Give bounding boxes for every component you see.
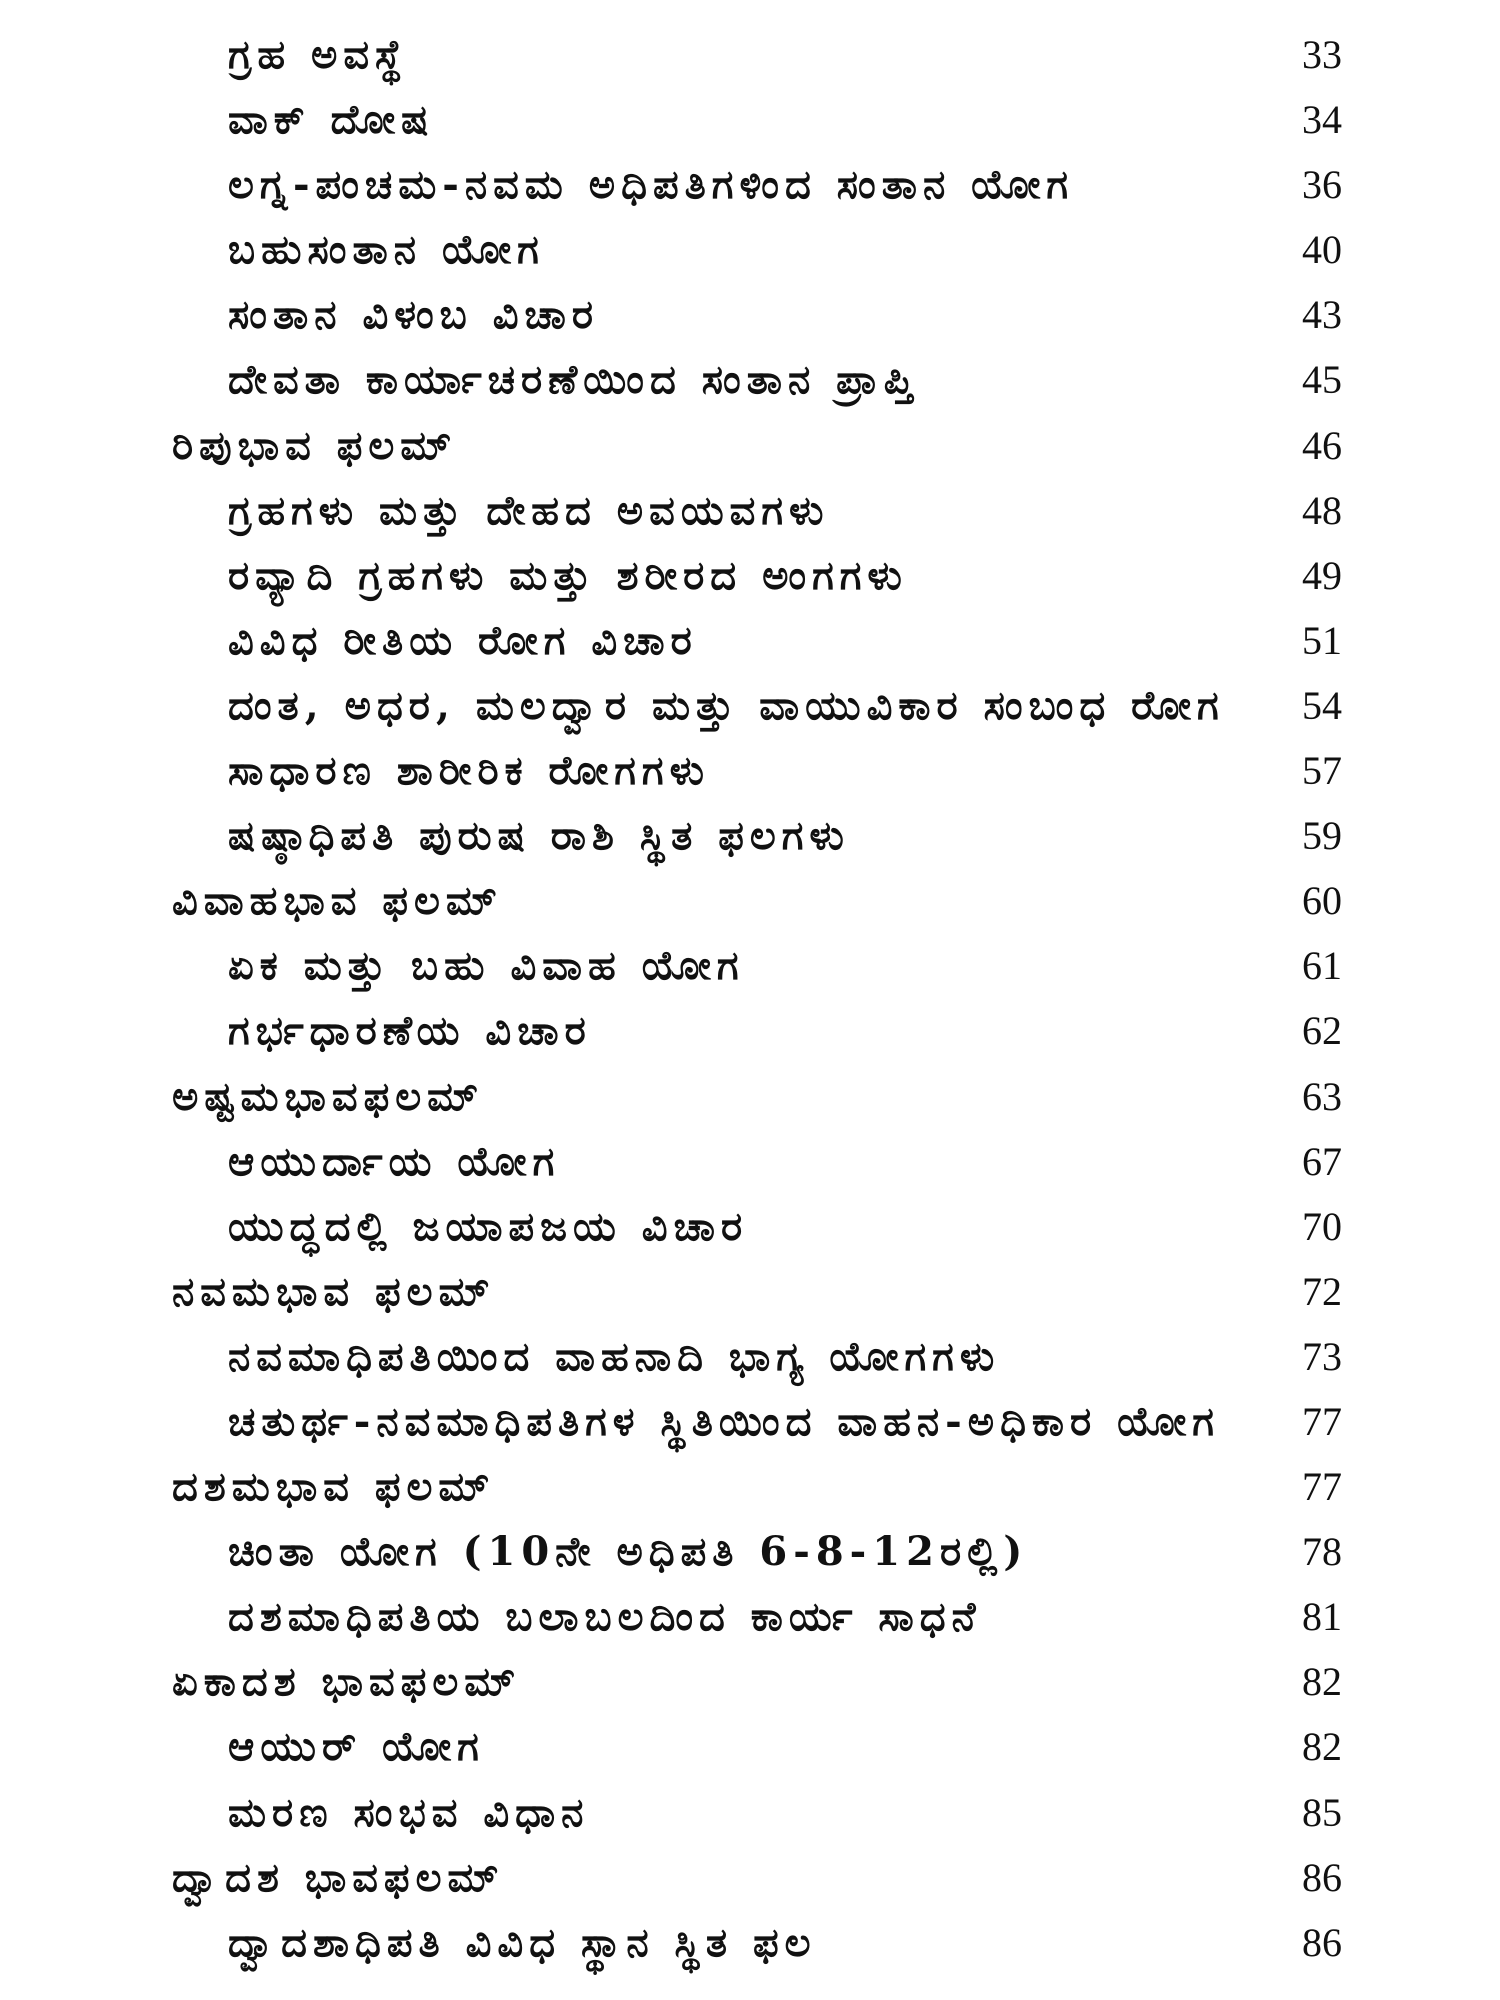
toc-entry-title: ಮರಣ ಸಂಭವ ವಿಧಾನ (228, 1788, 590, 1836)
toc-entry-title: ಗರ್ಭಧಾರಣೆಯ ವಿಚಾರ (228, 1007, 592, 1055)
toc-entry-page: 73 (1302, 1333, 1342, 1379)
toc-entry-page: 33 (1302, 32, 1342, 77)
toc-section-heading (172, 868, 1342, 933)
toc-entry (172, 998, 1342, 1063)
toc-entry-page: 59 (1302, 813, 1342, 859)
toc-entry (172, 803, 1342, 868)
toc-entry (172, 1389, 1342, 1454)
toc-entry-title: ದೇವತಾ ಕಾರ್ಯಾಚರಣೆಯಿಂದ ಸಂತಾನ ಪ್ರಾಪ್ತಿ (228, 356, 919, 404)
toc-entry-title: ವಾಕ್ ದೋಷ (228, 96, 435, 144)
toc-entry (172, 1584, 1342, 1649)
toc-entry-page: 45 (1302, 357, 1342, 403)
toc-entry (172, 1519, 1342, 1584)
toc-entry (172, 933, 1342, 998)
toc-section-heading (172, 1259, 1342, 1324)
toc-section-heading (172, 1454, 1342, 1519)
toc-entry-title: ಚತುರ್ಥ-ನವಮಾಧಿಪತಿಗಳ ಸ್ಥಿತಿಯಿಂದ ವಾಹನ-ಅಧಿಕಾರ ಯೋಗ (228, 1397, 1220, 1445)
toc-entry-title: ಷಷ್ಠಾಧಿಪತಿ ಪುರುಷ ರಾಶಿ ಸ್ಥಿತ ಫಲಗಳು (228, 812, 850, 860)
toc-entry (172, 1324, 1342, 1389)
toc-entry-page: 51 (1302, 617, 1342, 663)
toc-entry-title: ಯುದ್ಧದಲ್ಲಿ ಜಯಾಪಜಯ ವಿಚಾರ (228, 1202, 749, 1250)
toc-section-page: 63 (1302, 1073, 1342, 1119)
toc-entry-page: 48 (1302, 487, 1342, 533)
toc-entry (172, 282, 1342, 347)
toc-entry-page: 70 (1302, 1203, 1342, 1249)
toc-entry (172, 152, 1342, 217)
toc-section-heading (172, 1649, 1342, 1714)
toc-entry-page: 43 (1302, 292, 1342, 338)
toc-entry (172, 347, 1342, 412)
toc-entry-page: 62 (1302, 1008, 1342, 1054)
toc-section-heading (172, 413, 1342, 478)
toc-entry-title: ಚಿಂತಾ ಯೋಗ (10ನೇ ಅಧಿಪತಿ 6-8-12ರಲ್ಲಿ) (228, 1528, 1029, 1576)
toc-section-heading (172, 1845, 1342, 1910)
toc-entry (172, 673, 1342, 738)
toc-entry-page: 34 (1302, 97, 1342, 143)
toc-entry-page: 49 (1302, 552, 1342, 598)
toc-section-title: ದ್ವಾದಶ ಭಾವಫಲಮ್ (172, 1853, 505, 1901)
toc-entry-title: ಗ್ರಹ ಅವಸ್ಥೆ (228, 31, 408, 78)
toc-entry-page: 86 (1302, 1919, 1342, 1965)
toc-entry-page: 54 (1302, 682, 1342, 728)
toc-section-title: ವಿವಾಹಭಾವ ಫಲಮ್ (172, 877, 503, 925)
toc-entry-page: 57 (1302, 748, 1342, 794)
toc-entry-page: 36 (1302, 162, 1342, 208)
toc-entry-page: 77 (1302, 1398, 1342, 1444)
toc-entry (172, 738, 1342, 803)
toc-entry (172, 1910, 1342, 1975)
toc-entry-page: 82 (1302, 1724, 1342, 1770)
toc-entry (172, 543, 1342, 608)
toc-entry-title: ಏಕ ಮತ್ತು ಬಹು ವಿವಾಹ ಯೋಗ (228, 942, 745, 990)
toc-entry-title: ವಿವಿಧ ರೀತಿಯ ರೋಗ ವಿಚಾರ (228, 616, 698, 664)
toc-entry (172, 478, 1342, 543)
toc-entry-title: ಲಗ್ನ-ಪಂಚಮ-ನವಮ ಅಧಿಪತಿಗಳಿಂದ ಸಂತಾನ ಯೋಗ (228, 161, 1074, 209)
table-of-contents (172, 22, 1342, 1975)
toc-entry-title: ದಂತ, ಅಧರ, ಮಲದ್ವಾರ ಮತ್ತು ವಾಯುವಿಕಾರ ಸಂಬಂಧ ರೋಗ (228, 681, 1225, 729)
toc-section-page: 86 (1302, 1854, 1342, 1900)
toc-entry-page: 81 (1302, 1594, 1342, 1640)
toc-entry (172, 87, 1342, 152)
toc-entry-page: 85 (1302, 1789, 1342, 1835)
toc-entry-title: ಸಾಧಾರಣ ಶಾರೀರಿಕ ರೋಗಗಳು (228, 747, 711, 795)
toc-section-title: ರಿಪುಭಾವ ಫಲಮ್ (172, 421, 458, 469)
toc-entry-title: ರವ್ಯಾದಿ ಗ್ರಹಗಳು ಮತ್ತು ಶರೀರದ ಅಂಗಗಳು (228, 551, 908, 599)
toc-entry-page: 61 (1302, 943, 1342, 989)
toc-entry-title: ಸಂತಾನ ವಿಳಂಬ ವಿಚಾರ (228, 291, 600, 339)
toc-entry-title: ದ್ವಾದಶಾಧಿಪತಿ ವಿವಿಧ ಸ್ಥಾನ ಸ್ಥಿತ ಫಲ (228, 1918, 817, 1966)
toc-section-page: 46 (1302, 422, 1342, 468)
toc-section-title: ಅಷ್ಟಮಭಾವಫಲಮ್ (172, 1072, 485, 1120)
toc-section-page: 77 (1302, 1464, 1342, 1510)
toc-section-page: 72 (1302, 1268, 1342, 1314)
toc-entry-page: 67 (1302, 1138, 1342, 1184)
toc-entry (172, 1780, 1342, 1845)
toc-section-title: ಏಕಾದಶ ಭಾವಫಲಮ್ (172, 1658, 522, 1706)
toc-section-title: ನವಮಭಾವ ಫಲಮ್ (172, 1267, 496, 1315)
toc-entry-title: ಗ್ರಹಗಳು ಮತ್ತು ದೇಹದ ಅವಯವಗಳು (228, 486, 830, 534)
toc-entry (172, 22, 1342, 87)
toc-section-page: 82 (1302, 1659, 1342, 1705)
toc-entry-title: ಬಹುಸಂತಾನ ಯೋಗ (228, 226, 545, 274)
toc-entry (172, 1129, 1342, 1194)
toc-section-page: 60 (1302, 878, 1342, 924)
toc-section-title: ದಶಮಭಾವ ಫಲಮ್ (172, 1463, 496, 1511)
toc-section-heading (172, 1064, 1342, 1129)
toc-entry (172, 1194, 1342, 1259)
toc-entry (172, 217, 1342, 282)
toc-entry-title: ಆಯುರ್ದಾಯ ಯೋಗ (228, 1137, 561, 1185)
toc-entry-title: ಆಯುರ್ ಯೋಗ (228, 1723, 485, 1771)
toc-entry-page: 78 (1302, 1529, 1342, 1575)
toc-entry-title: ನವಮಾಧಿಪತಿಯಿಂದ ವಾಹನಾದಿ ಭಾಗ್ಯ ಯೋಗಗಳು (228, 1332, 1001, 1380)
toc-entry (172, 1714, 1342, 1779)
toc-entry (172, 608, 1342, 673)
toc-entry-page: 40 (1302, 227, 1342, 273)
toc-entry-title: ದಶಮಾಧಿಪತಿಯ ಬಲಾಬಲದಿಂದ ಕಾರ್ಯ ಸಾಧನೆ (228, 1593, 982, 1641)
